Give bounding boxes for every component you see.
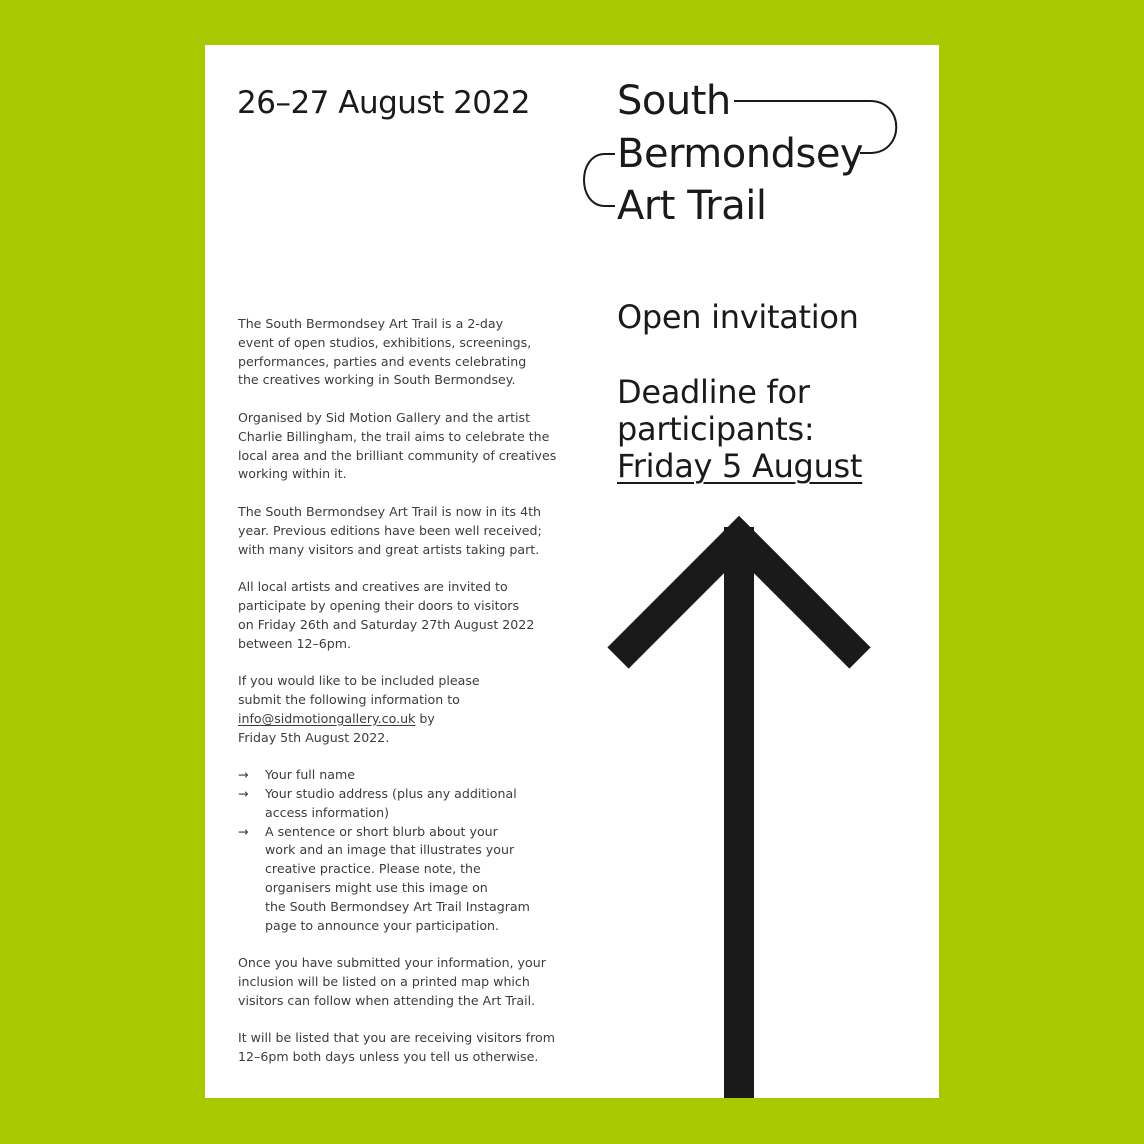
- logo-line-south: South: [617, 78, 731, 124]
- text-line: All local artists and creatives are invited to: [238, 579, 508, 595]
- deadline-line-2: participants:: [617, 410, 815, 448]
- text-line: with many visitors and great artists taking part.: [238, 541, 540, 557]
- text-line: Charlie Billingham, the trail aims to celebrate the: [238, 428, 550, 444]
- email-link[interactable]: info@sidmotiongallery.co.uk: [238, 710, 416, 726]
- text-line: access information): [265, 804, 390, 820]
- logo-line-bermondsey: Bermondsey: [617, 131, 864, 177]
- text-line: The South Bermondsey Art Trail is now in its 4th: [238, 503, 542, 519]
- text-line: organisers might use this image on: [265, 879, 488, 895]
- text-fragment: by: [415, 710, 435, 726]
- text-line: Your full name: [265, 767, 356, 783]
- open-invitation-heading: Open invitation: [617, 298, 859, 336]
- text-line: Friday 5th August 2022.: [238, 729, 390, 745]
- poster: [205, 45, 939, 1098]
- text-line: working within it.: [238, 466, 347, 482]
- text-line: Once you have submitted your information, your: [238, 955, 546, 971]
- up-arrow-icon: [205, 45, 939, 1098]
- text-line: participate by opening their doors to visitors: [238, 597, 520, 613]
- text-line: If you would like to be included please: [238, 673, 480, 689]
- text-line: local area and the brilliant community of creatives: [238, 447, 557, 463]
- arrow-right-icon: →: [238, 767, 249, 783]
- text-line: submit the following information to: [238, 691, 460, 707]
- text-line: It will be listed that you are receiving visitors from: [238, 1030, 555, 1046]
- text-line: performances, parties and events celebrating: [238, 353, 527, 369]
- arrow-right-icon: →: [238, 785, 249, 801]
- text-line: visitors can follow when attending the Art Trail.: [238, 992, 536, 1008]
- text-line: on Friday 26th and Saturday 27th August 2022: [238, 616, 535, 632]
- event-date: 26–27 August 2022: [237, 85, 530, 121]
- text-line: inclusion will be listed on a printed map which: [238, 973, 530, 989]
- deadline-line-1: Deadline for: [617, 373, 810, 411]
- text-line: Your studio address (plus any additional: [265, 785, 517, 801]
- text-line: work and an image that illustrates your: [265, 842, 515, 858]
- text-line: page to announce your participation.: [265, 917, 500, 933]
- text-line: the creatives working in South Bermondsey.: [238, 372, 516, 388]
- text-line: 12–6pm both days unless you tell us otherwise.: [238, 1049, 539, 1065]
- deadline-date: Friday 5 August: [617, 447, 863, 485]
- text-line: the South Bermondsey Art Trail Instagram: [265, 898, 530, 914]
- arrow-right-icon: →: [238, 823, 249, 839]
- text-line: event of open studios, exhibitions, screenings,: [238, 334, 532, 350]
- logo-line-art-trail: Art Trail: [617, 183, 767, 229]
- text-line: The South Bermondsey Art Trail is a 2-day: [238, 316, 504, 331]
- text-line: between 12–6pm.: [238, 635, 352, 651]
- text-line: creative practice. Please note, the: [265, 861, 481, 877]
- text-line: year. Previous editions have been well received;: [238, 522, 542, 538]
- text-line: A sentence or short blurb about your: [265, 823, 498, 839]
- text-line: Organised by Sid Motion Gallery and the artist: [238, 409, 531, 425]
